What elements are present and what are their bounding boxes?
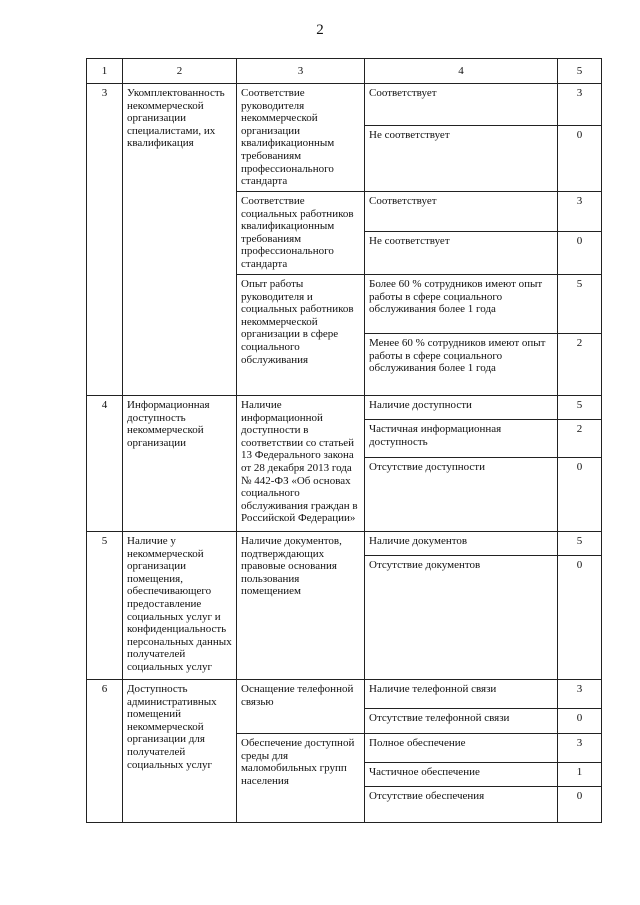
option-cell: Полное обеспечение (365, 734, 558, 763)
score-cell: 3 (558, 84, 602, 126)
option-cell: Соответствует (365, 192, 558, 232)
score-cell: 0 (558, 126, 602, 192)
score-cell: 5 (558, 275, 602, 334)
indicator-cell: Оснащение телефонной связью (237, 680, 365, 734)
row-number: 6 (87, 680, 123, 823)
option-cell: Более 60 % сотрудников имеют опыт работы в сфере социального обслуживания более 1 года (365, 275, 558, 334)
score-cell: 2 (558, 420, 602, 458)
table-row (87, 396, 602, 420)
header-col-2: 2 (123, 59, 237, 84)
score-cell: 3 (558, 734, 602, 763)
option-cell: Наличие телефонной связи (365, 680, 558, 709)
option-cell: Наличие доступности (365, 396, 558, 420)
option-cell: Отсутствие телефонной связи (365, 709, 558, 734)
score-cell: 0 (558, 709, 602, 734)
score-cell: 0 (558, 232, 602, 275)
table-row (87, 84, 602, 126)
score-cell: 3 (558, 192, 602, 232)
score-cell: 0 (558, 458, 602, 532)
indicator-cell: Наличие документов, подтверждающих правовые основания пользования помещением (237, 532, 365, 680)
header-col-3: 3 (237, 59, 365, 84)
criteria-table (86, 58, 602, 823)
option-cell: Частичная информационная доступность (365, 420, 558, 458)
score-cell: 0 (558, 556, 602, 680)
criterion-cell: Укомплектованность некоммерческой организации специалистами, их квалификация (123, 84, 237, 396)
option-cell: Соответствует (365, 84, 558, 126)
table-row (87, 680, 602, 709)
indicator-cell: Обеспечение доступной среды для маломобильных групп населения (237, 734, 365, 823)
option-cell: Отсутствие документов (365, 556, 558, 680)
criterion-cell: Доступность административных помещений некоммерческой организации для получателей социальных услуг (123, 680, 237, 823)
option-cell: Не соответствует (365, 232, 558, 275)
header-col-4: 4 (365, 59, 558, 84)
option-cell: Не соответствует (365, 126, 558, 192)
indicator-cell: Наличие информационной доступности в соответствии со статьей 13 Федерального закона от 28 декабря 2013 года № 442-ФЗ «Об основах социального обслуживания граждан в Российской Федерации» (237, 396, 365, 532)
option-cell: Менее 60 % сотрудников имеют опыт работы в сфере социального обслуживания более 1 года (365, 334, 558, 396)
criterion-cell: Информационная доступность некоммерческой организации (123, 396, 237, 532)
row-number: 3 (87, 84, 123, 396)
option-cell: Наличие документов (365, 532, 558, 556)
header-col-5: 5 (558, 59, 602, 84)
table-row (87, 532, 602, 556)
criterion-cell: Наличие у некоммерческой организации помещения, обеспечивающего предоставление социальных услуг и конфиденциальность персональных данных получателей социальных услуг (123, 532, 237, 680)
option-cell: Отсутствие доступности (365, 458, 558, 532)
score-cell: 5 (558, 396, 602, 420)
score-cell: 2 (558, 334, 602, 396)
header-col-1: 1 (87, 59, 123, 84)
score-cell: 0 (558, 787, 602, 823)
score-cell: 1 (558, 763, 602, 787)
table-header-row (87, 59, 602, 84)
indicator-cell: Соответствие социальных работников квалификационным требованиям профессионального стандарта (237, 192, 365, 275)
score-cell: 3 (558, 680, 602, 709)
row-number: 4 (87, 396, 123, 532)
score-cell: 5 (558, 532, 602, 556)
option-cell: Частичное обеспечение (365, 763, 558, 787)
option-cell: Отсутствие обеспечения (365, 787, 558, 823)
row-number: 5 (87, 532, 123, 680)
indicator-cell: Соответствие руководителя некоммерческой организации квалификационным требованиям профессионального стандарта (237, 84, 365, 192)
page-number: 2 (316, 22, 324, 38)
indicator-cell: Опыт работы руководителя и социальных работников некоммерческой организации в сфере социального обслуживания (237, 275, 365, 396)
